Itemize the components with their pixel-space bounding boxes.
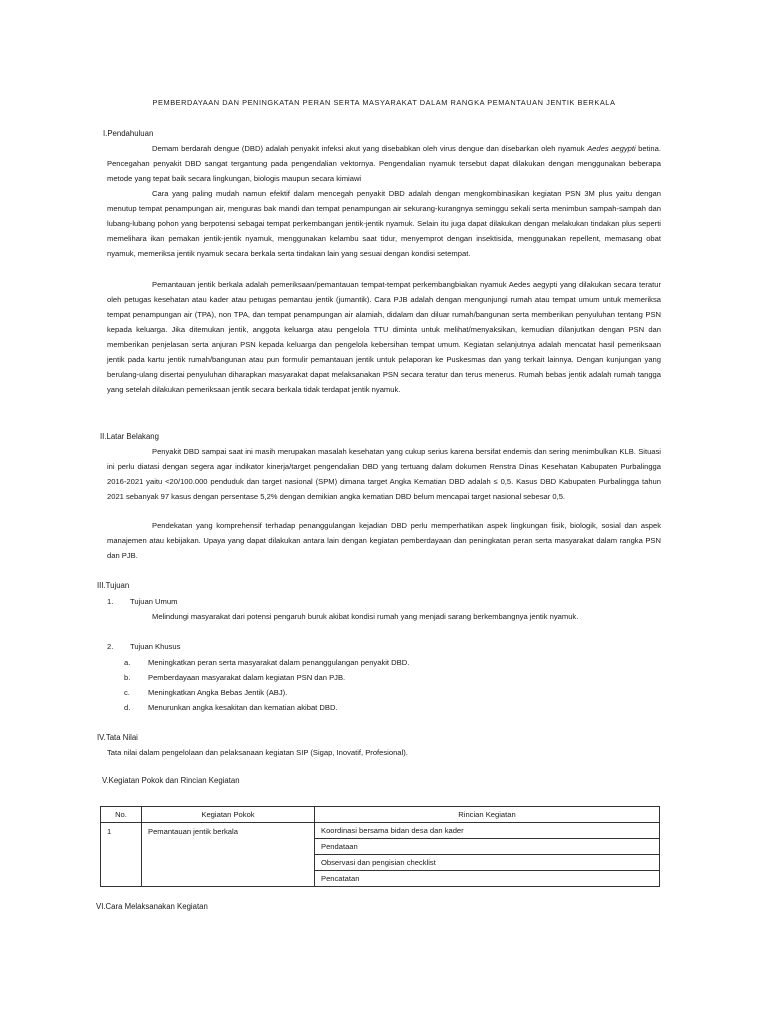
tujuan-khusus-number: 2. [107, 642, 114, 651]
cell-rincian: Pencatatan [315, 871, 660, 887]
list-item-letter: a. [124, 658, 131, 667]
tata-nilai-text: Tata nilai dalam pengelolaan dan pelaksanaan kegiatan SIP (Sigap, Inovatif, Profesional). [107, 748, 408, 757]
list-item-text: Menurunkan angka kesakitan dan kematian akibat DBD. [148, 703, 338, 712]
heading-kegiatan-pokok: V.Kegiatan Pokok dan Rincian Kegiatan [102, 776, 240, 785]
list-item-letter: c. [124, 688, 130, 697]
list-item-text: Pemberdayaan masyarakat dalam kegiatan PSN dan PJB. [148, 673, 346, 682]
paragraph-text: Demam berdarah dengue (DBD) adalah penyakit infeksi akut yang disebabkan oleh virus dengue dan disebarkan oleh nyamuk [152, 144, 588, 153]
table-row [101, 823, 660, 839]
tujuan-umum-number: 1. [107, 597, 114, 606]
list-item-text: Meningkatkan Angka Bebas Jentik (ABJ). [148, 688, 288, 697]
list-item-letter: b. [124, 673, 131, 682]
column-header-rincian-kegiatan: Rincian Kegiatan [315, 807, 660, 823]
paragraph-pendahuluan-3: Pemantauan jentik berkala adalah pemeriksaan/pemantauan tempat-tempat perkembangbiakan nyamuk Aedes aegypti yang dilakukan secara teratur oleh petugas kesehatan atau kader atau petugas pemantau jentik (jumantik). Cara PJB adalah dengan mengunjungi rumah atau tempat umum untuk memeriksa tempat penampungan air (TPA), non TPA, dan tempat penampungan air alamiah, didalam dan diluar rumah/bangunan serta memberikan penyuluhan tentang PSN kepada keluarga. Jika ditemukan jentik, anggota keluarga atau pengelola TTU diminta untuk melihat/menyaksikan, kemudian dilanjutkan dengan PSN dan memberikan penjelasan serta anjuran PSN kepada keluarga dan pengelola kebersihan tempat umum. Kegiatan selanjutnya adalah mencatat hasil pemeriksaan jentik pada kartu jentik rumah/bangunan atau pun formulir pemantauan jentik untuk pelaporan ke Puskesmas dan yang terkait lainnya. Dengan kunjungan yang berulang-ulang disertai penyuluhan diharapkan masyarakat dapat melaksanakan PSN secara teratur dan terus menerus. Rumah bebas jentik adalah rumah tangga yang setelah dilakukan pemeriksaan jentik secara berkala tidak terdapat jentik nyamuk. [107, 280, 661, 394]
cell-no: 1 [101, 823, 142, 887]
heading-latar-belakang: II.Latar Belakang [100, 432, 159, 441]
heading-tata-nilai: IV.Tata Nilai [97, 733, 138, 742]
heading-tujuan: III.Tujuan [97, 581, 130, 590]
tujuan-khusus-label: Tujuan Khusus [130, 642, 181, 651]
paragraph-text: betina. Pencegahan penyakit DBD sangat tergantung pada pengendalian vektornya. Pengendalian nyamuk tersebut dapat dilakukan dengan menggunakan beberapa metode yang tepat baik secara lingkungan, biologis maupun secara kimiawi [107, 144, 661, 183]
table-header-row [101, 807, 660, 823]
paragraph-latar-belakang-2: Pendekatan yang komprehensif terhadap penanggulangan kejadian DBD perlu memperhatikan aspek lingkungan fisik, biologik, sosial dan aspek manajemen atau kebijakan. Upaya yang dapat dilakukan antara lain dengan kegiatan pemberdayaan dan peningkatan peran serta masyarakat dalam rangka PSN dan PJB. [107, 521, 661, 560]
heading-cara-melaksanakan: VI.Cara Melaksanakan Kegiatan [96, 902, 208, 911]
paragraph-pendahuluan-2: Cara yang paling mudah namun efektif dalam mencegah penyakit DBD adalah dengan mengkombinasikan kegiatan PSN 3M plus yaitu dengan menutup tempat penampungan air, menguras bak mandi dan tempat penampungan air sekurang-kurangnya seminggu sekali serta menimbun sampah-sampah dan lubang-lubang pohon yang berpotensi sebagai tempat perkembangan jentik-jentik nyamuk. Selain itu juga dapat dilakukan dengan melakukan tindakan plus seperti memelihara ikan pemakan jentik-jentik nyamuk, menggunakan kelambu saat tidur, menyemprot dengan insektisida, menggunakan repellent, memasang obat nyamuk, memeriksa jentik nyamuk secara berkala serta tindakan lain yang sesuai dengan kondisi setempat. [107, 189, 661, 258]
column-header-kegiatan-pokok: Kegiatan Pokok [142, 807, 315, 823]
kegiatan-table [100, 806, 660, 887]
tujuan-umum-label: Tujuan Umum [130, 597, 178, 606]
list-item-text: Meningkatkan peran serta masyarakat dalam penanggulangan penyakit DBD. [148, 658, 410, 667]
cell-kegiatan-pokok: Pemantauan jentik berkala [142, 823, 315, 887]
list-item-letter: d. [124, 703, 131, 712]
tujuan-umum-text: Melindungi masyarakat dari potensi pengaruh buruk akibat kondisi rumah yang menjadi sarang berkembangnya jentik nyamuk. [152, 612, 579, 621]
cell-rincian: Koordinasi bersama bidan desa dan kader [315, 823, 660, 839]
column-header-no: No. [101, 807, 142, 823]
heading-pendahuluan: I.Pendahuluan [103, 129, 154, 138]
paragraph-pendahuluan-1 [107, 141, 661, 186]
species-name: Aedes aegypti [587, 144, 636, 153]
document-title: PEMBERDAYAAN DAN PENINGKATAN PERAN SERTA MASYARAKAT DALAM RANGKA PEMANTAUAN JENTIK BERKALA [152, 98, 616, 107]
paragraph-latar-belakang-1: Penyakit DBD sampai saat ini masih merupakan masalah kesehatan yang cukup serius karena bersifat endemis dan sering menimbulkan KLB. Situasi ini perlu diatasi dengan segera agar indikator kinerja/target pengendalian DBD yang tertuang dalam dokumen Renstra Dinas Kesehatan Kabupaten Purbalingga 2016-2021 yaitu <20/100.000 penduduk dan target nasional (SPM) dimana target Angka Kematian DBD adalah ≤ 0,5. Kasus DBD Kabupaten Purbalingga tahun 2021 sebanyak 97 kasus dengan persentase 5,2% dengan demikian angka kematian DBD belum mencapai target nasional sebesar 0,5. [107, 447, 661, 501]
cell-rincian: Pendataan [315, 839, 660, 855]
cell-rincian: Observasi dan pengisian checklist [315, 855, 660, 871]
